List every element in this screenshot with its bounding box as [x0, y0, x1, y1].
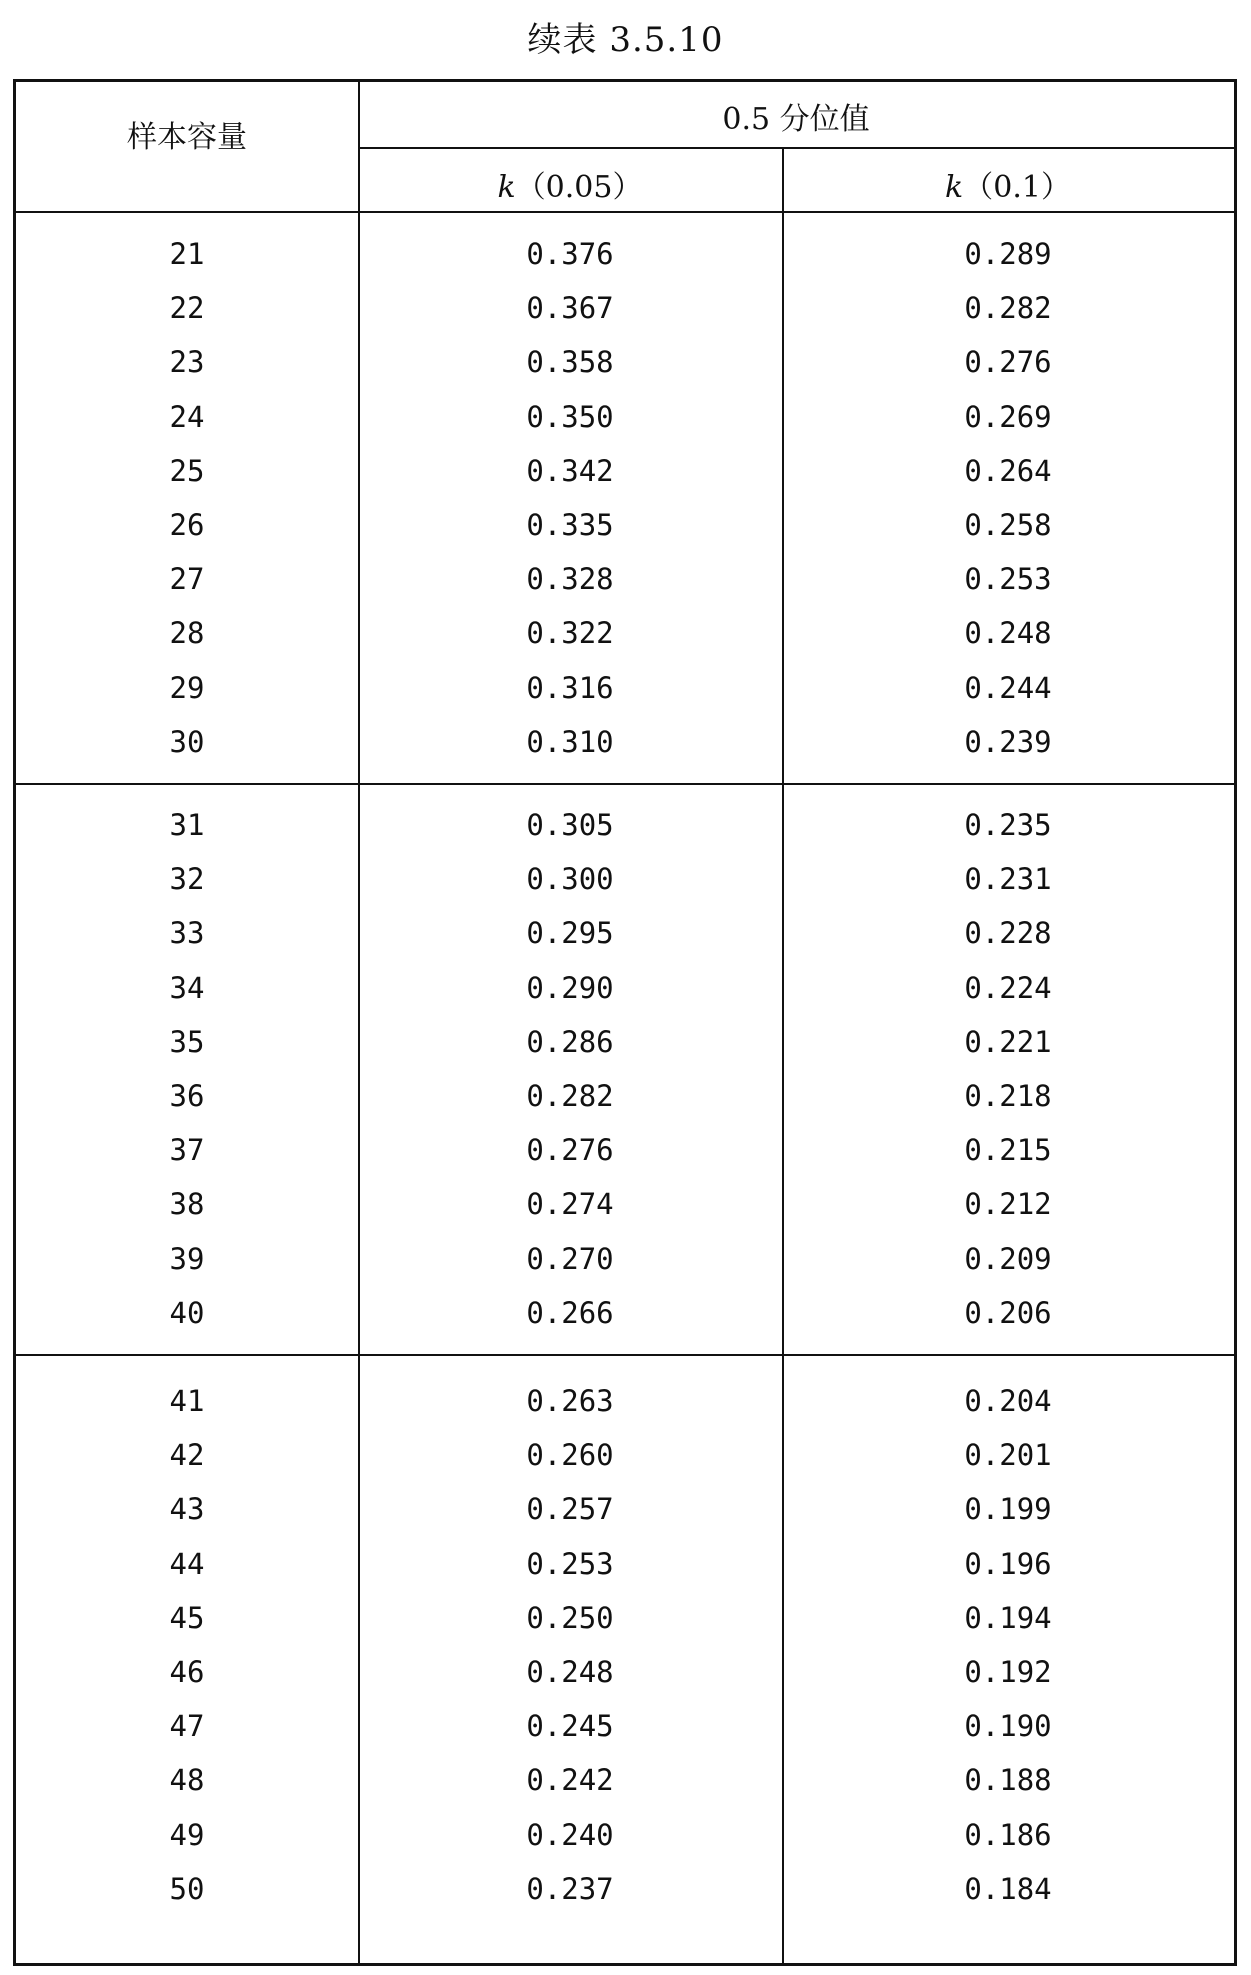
table-row	[16, 335, 1234, 389]
k005-cell: 0.342	[526, 453, 614, 488]
k005-cell: 0.270	[526, 1241, 614, 1276]
k005-cell: 0.335	[526, 508, 614, 542]
sample-size-cell: 27	[169, 562, 205, 597]
table-row	[16, 1374, 1234, 1428]
k01-cell: 0.228	[964, 916, 1052, 951]
sample-size-cell: 28	[169, 616, 205, 651]
table-row	[16, 281, 1234, 335]
k005-cell: 0.250	[526, 1600, 614, 1635]
sample-size-cell: 34	[169, 970, 205, 1005]
k01-cell: 0.276	[964, 345, 1052, 380]
table-row	[16, 1862, 1234, 1916]
k01-cell: 0.235	[964, 808, 1052, 842]
table-row	[16, 606, 1234, 660]
k01-cell: 0.215	[964, 1133, 1052, 1168]
k01-cell: 0.184	[964, 1871, 1052, 1906]
sample-size-cell: 32	[169, 862, 205, 897]
table-row	[16, 961, 1234, 1015]
table-row	[16, 1591, 1234, 1645]
k01-cell: 0.221	[964, 1024, 1052, 1059]
k01-cell: 0.192	[964, 1655, 1052, 1689]
sample-size-cell: 21	[169, 237, 205, 271]
k01-cell: 0.204	[964, 1384, 1052, 1418]
sample-size-cell: 49	[169, 1817, 205, 1852]
header-k005-symbol: k	[497, 170, 516, 205]
k01-cell: 0.218	[964, 1079, 1052, 1113]
header-k005-level: （0.05）	[515, 170, 643, 205]
table-row	[16, 906, 1234, 960]
table-row	[16, 444, 1234, 498]
k01-cell: 0.264	[964, 453, 1052, 488]
table-row	[16, 1428, 1234, 1482]
table-row	[16, 1123, 1234, 1177]
sample-size-cell: 22	[169, 291, 205, 326]
sample-size-cell: 26	[169, 508, 205, 542]
k01-cell: 0.188	[964, 1763, 1052, 1798]
k005-cell: 0.295	[526, 916, 614, 951]
sample-size-cell: 47	[169, 1709, 205, 1744]
table-row	[16, 1645, 1234, 1699]
header-quantile-group: 0.5 分位值	[722, 102, 870, 137]
k005-cell: 0.290	[526, 970, 614, 1005]
sample-size-cell: 30	[169, 724, 205, 759]
sample-size-cell: 37	[169, 1133, 205, 1168]
table-row	[16, 1482, 1234, 1536]
k01-cell: 0.282	[964, 291, 1052, 326]
k005-cell: 0.286	[526, 1024, 614, 1059]
table-row	[16, 661, 1234, 715]
table-caption: 续表 3.5.10	[527, 20, 724, 60]
k01-cell: 0.253	[964, 562, 1052, 597]
group-divider-1	[16, 783, 1234, 785]
k005-cell: 0.263	[526, 1384, 614, 1418]
k01-cell: 0.201	[964, 1438, 1052, 1473]
k005-cell: 0.376	[526, 237, 614, 271]
sample-size-cell: 44	[169, 1546, 205, 1581]
sample-size-cell: 24	[169, 399, 205, 434]
k01-cell: 0.239	[964, 724, 1052, 759]
header-k005	[358, 162, 782, 206]
k01-cell: 0.199	[964, 1492, 1052, 1527]
k005-cell: 0.237	[526, 1871, 614, 1906]
k005-cell: 0.358	[526, 345, 614, 380]
table-row	[16, 1808, 1234, 1862]
table-row	[16, 498, 1234, 552]
table-row	[16, 390, 1234, 444]
sample-size-cell: 29	[169, 670, 205, 705]
sample-size-cell: 35	[169, 1024, 205, 1059]
table-row	[16, 1177, 1234, 1231]
header-subdivider	[358, 147, 1234, 149]
k01-cell: 0.206	[964, 1295, 1052, 1330]
sample-size-cell: 23	[169, 345, 205, 380]
k005-cell: 0.282	[526, 1079, 614, 1113]
k01-cell: 0.248	[964, 616, 1052, 651]
header-sample-size: 样本容量	[127, 120, 247, 155]
sample-size-cell: 42	[169, 1438, 205, 1473]
header-k01	[782, 162, 1234, 206]
k01-cell: 0.224	[964, 970, 1052, 1005]
header-k01-level: （0.1）	[963, 170, 1071, 205]
k005-cell: 0.310	[526, 724, 614, 759]
table-row	[16, 552, 1234, 606]
k005-cell: 0.257	[526, 1492, 614, 1527]
sample-size-cell: 43	[169, 1492, 205, 1527]
sample-size-cell: 45	[169, 1600, 205, 1635]
k01-cell: 0.258	[964, 508, 1052, 542]
k01-cell: 0.212	[964, 1187, 1052, 1222]
table-row	[16, 1699, 1234, 1753]
k01-cell: 0.186	[964, 1817, 1052, 1852]
k005-cell: 0.260	[526, 1438, 614, 1473]
header-k01-symbol: k	[945, 170, 964, 205]
k005-cell: 0.266	[526, 1295, 614, 1330]
sample-size-cell: 31	[169, 808, 205, 842]
k01-cell: 0.231	[964, 862, 1052, 897]
sample-size-cell: 41	[169, 1384, 205, 1418]
sample-size-cell: 36	[169, 1079, 205, 1113]
k005-cell: 0.316	[526, 670, 614, 705]
table-row	[16, 1069, 1234, 1123]
k005-cell: 0.242	[526, 1763, 614, 1798]
k01-cell: 0.190	[964, 1709, 1052, 1744]
header-bottom-rule	[16, 211, 1234, 213]
k01-cell: 0.209	[964, 1241, 1052, 1276]
k005-cell: 0.276	[526, 1133, 614, 1168]
k005-cell: 0.253	[526, 1546, 614, 1581]
table-row	[16, 798, 1234, 852]
group-divider-2	[16, 1354, 1234, 1356]
sample-size-cell: 48	[169, 1763, 205, 1798]
table-row	[16, 1232, 1234, 1286]
k005-cell: 0.350	[526, 399, 614, 434]
sample-size-cell: 50	[169, 1871, 205, 1906]
k005-cell: 0.274	[526, 1187, 614, 1222]
table-row	[16, 1537, 1234, 1591]
table-row	[16, 715, 1234, 769]
k005-cell: 0.322	[526, 616, 614, 651]
k01-cell: 0.269	[964, 399, 1052, 434]
sample-size-cell: 33	[169, 916, 205, 951]
table-row	[16, 1286, 1234, 1340]
k01-cell: 0.244	[964, 670, 1052, 705]
k005-cell: 0.305	[526, 808, 614, 842]
sample-size-cell: 46	[169, 1655, 205, 1689]
k005-cell: 0.300	[526, 862, 614, 897]
sample-size-cell: 39	[169, 1241, 205, 1276]
table-row	[16, 1753, 1234, 1807]
table-row	[16, 852, 1234, 906]
k005-cell: 0.367	[526, 291, 614, 326]
k01-cell: 0.289	[964, 237, 1052, 271]
k005-cell: 0.328	[526, 562, 614, 597]
k01-cell: 0.196	[964, 1546, 1052, 1581]
k005-cell: 0.248	[526, 1655, 614, 1689]
k01-cell: 0.194	[964, 1600, 1052, 1635]
sample-size-cell: 38	[169, 1187, 205, 1222]
k005-cell: 0.240	[526, 1817, 614, 1852]
table-row	[16, 1015, 1234, 1069]
sample-size-cell: 25	[169, 453, 205, 488]
sample-size-cell: 40	[169, 1295, 205, 1330]
quantile-table	[13, 79, 1237, 1966]
k005-cell: 0.245	[526, 1709, 614, 1744]
table-row	[16, 227, 1234, 281]
